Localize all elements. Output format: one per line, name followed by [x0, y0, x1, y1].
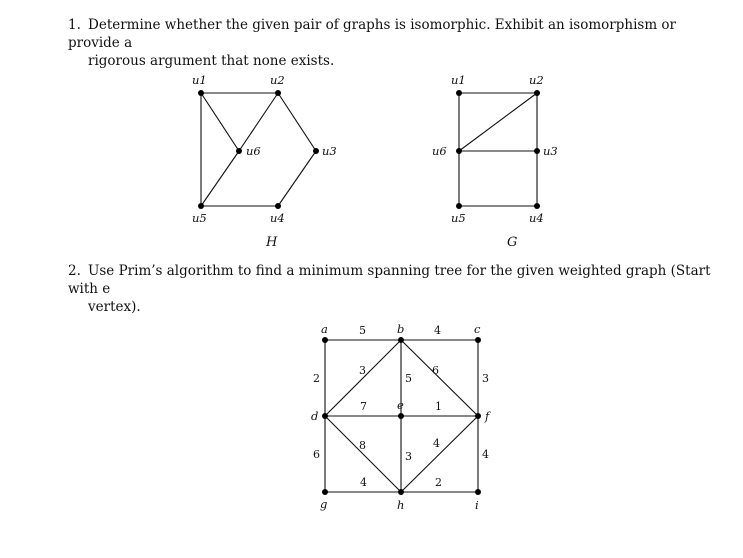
h-vertex-u5 — [198, 203, 204, 209]
graph-g — [432, 73, 558, 250]
w-label-g: g — [320, 497, 328, 511]
w-weight-a-d: 2 — [313, 372, 320, 385]
problem-1-text-2: rigorous argument that none exists. — [88, 53, 335, 69]
w-label-d: d — [311, 409, 319, 423]
w-weight-e-f: 1 — [435, 400, 442, 413]
h-label-u4: u4 — [270, 211, 285, 225]
g-vertex-u4 — [534, 203, 540, 209]
g-vertex-u5 — [456, 203, 462, 209]
w-weight-d-g: 6 — [313, 448, 320, 461]
h-vertex-u1 — [198, 90, 204, 96]
w-vertex-a — [322, 337, 328, 343]
g-label-u3: u3 — [543, 144, 558, 158]
h-label-u1: u1 — [192, 73, 207, 87]
problem-1-text-1: Determine whether the given pair of graphs is isomorphic. Exhibit an isomorphism or provide a — [68, 17, 676, 51]
w-vertex-b — [398, 337, 404, 343]
problem-1-number: 1. — [68, 17, 81, 33]
h-vertex-u3 — [313, 148, 319, 154]
w-weight-f-i: 4 — [482, 448, 489, 461]
w-vertex-f — [475, 413, 481, 419]
w-label-h: h — [397, 498, 405, 512]
w-weight-b-e: 5 — [405, 372, 412, 385]
w-weight-b-c: 4 — [434, 324, 441, 337]
w-label-b: b — [397, 322, 405, 336]
h-edge-u2-u3 — [278, 93, 316, 151]
g-label-u2: u2 — [529, 73, 544, 87]
w-vertex-h — [398, 489, 404, 495]
w-weight-g-h: 4 — [360, 476, 367, 489]
g-label-u5: u5 — [451, 211, 466, 225]
h-label-u5: u5 — [192, 211, 207, 225]
w-weight-b-f: 6 — [432, 364, 439, 377]
g-vertex-u3 — [534, 148, 540, 154]
w-label-i: i — [475, 498, 479, 512]
w-label-f: f — [485, 409, 490, 423]
h-label-u6: u6 — [246, 144, 261, 158]
w-weight-f-h: 4 — [433, 437, 440, 450]
w-weight-a-b: 5 — [359, 324, 366, 337]
w-label-c: c — [474, 322, 481, 336]
w-vertex-g — [322, 489, 328, 495]
h-caption: H — [266, 235, 278, 250]
g-edge-u2-u6 — [459, 93, 537, 151]
w-weight-c-f: 3 — [482, 372, 489, 385]
w-weight-b-d: 3 — [359, 364, 366, 377]
h-vertex-u4 — [275, 203, 281, 209]
w-vertex-e — [398, 413, 404, 419]
h-vertex-u6 — [236, 148, 242, 154]
weighted-graph — [311, 322, 491, 512]
g-vertex-u1 — [456, 90, 462, 96]
w-label-e: e — [397, 398, 404, 412]
graph-h — [192, 73, 337, 250]
h-vertex-u2 — [275, 90, 281, 96]
problem-2-text-1: Use Prim’s algorithm to find a minimum spanning tree for the given weighted graph (Start with e — [68, 263, 711, 297]
w-vertex-i — [475, 489, 481, 495]
w-weight-d-e: 7 — [360, 400, 367, 413]
h-edge-u3-u4 — [278, 151, 316, 206]
h-edge-u5-u6 — [201, 151, 239, 206]
problem-2-text-2: vertex). — [88, 299, 141, 315]
w-weight-e-h: 3 — [405, 450, 412, 463]
g-vertex-u6 — [456, 148, 462, 154]
w-vertex-d — [322, 413, 328, 419]
h-label-u2: u2 — [270, 73, 285, 87]
g-label-u6: u6 — [432, 144, 447, 158]
w-vertex-c — [475, 337, 481, 343]
w-weight-d-h: 8 — [359, 439, 366, 452]
w-label-a: a — [321, 322, 328, 336]
g-caption: G — [507, 235, 518, 250]
h-edge-u1-u6 — [201, 93, 239, 151]
h-label-u3: u3 — [322, 144, 337, 158]
w-weight-h-i: 2 — [435, 476, 442, 489]
g-label-u1: u1 — [451, 73, 466, 87]
h-edge-u2-u6 — [239, 93, 278, 151]
problem-2-number: 2. — [68, 263, 81, 279]
g-vertex-u2 — [534, 90, 540, 96]
g-label-u4: u4 — [529, 211, 544, 225]
